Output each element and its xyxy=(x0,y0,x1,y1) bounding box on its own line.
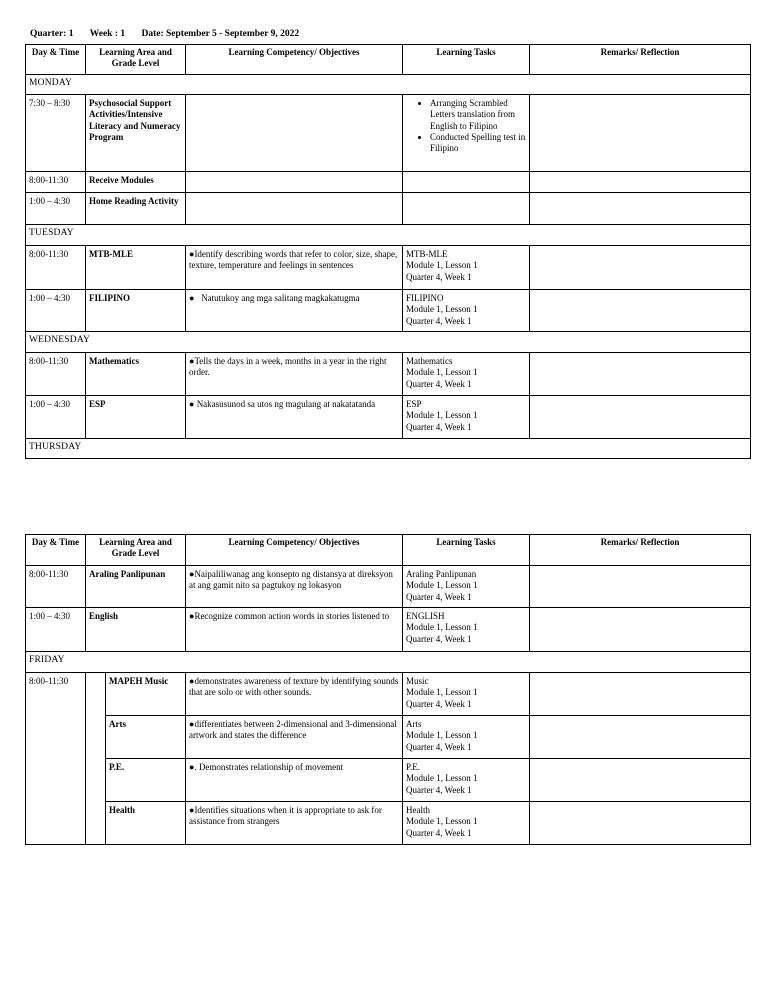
competency-text: . Demonstrates relationship of movement xyxy=(194,762,344,772)
col-header-learning-tasks: Learning Tasks xyxy=(403,45,530,75)
day-row-wednesday xyxy=(26,332,751,353)
day-row-tuesday xyxy=(26,225,751,246)
week-label: Week : 1 xyxy=(89,29,126,39)
spacer-cell xyxy=(86,673,106,845)
remarks-cell xyxy=(530,802,751,845)
tasks-cell xyxy=(403,566,530,608)
table-row xyxy=(26,193,751,225)
task-line: Module 1, Lesson 1 xyxy=(406,622,478,633)
tasks-cell xyxy=(403,716,530,759)
bullet-glyph: ● xyxy=(189,293,195,303)
quarter-label: Quarter: 1 xyxy=(30,29,74,39)
time-cell: 1:00 – 4:30 xyxy=(26,396,86,439)
area-cell: FILIPINO xyxy=(86,290,186,332)
remarks-cell xyxy=(530,246,751,290)
tasks-cell xyxy=(403,172,530,193)
competency-text: differentiates between 2-dimensional and 3-dimensional artwork and states the difference xyxy=(189,719,397,741)
remarks-cell xyxy=(530,95,751,172)
tasks-cell xyxy=(403,95,530,172)
col-header-day-time: Day & Time xyxy=(26,45,86,75)
area-cell: Home Reading Activity xyxy=(86,193,186,225)
competency-text: Nakasusunod sa utos ng magulang at nakatatanda xyxy=(196,399,376,409)
area-cell: Receive Modules xyxy=(86,172,186,193)
competency-cell xyxy=(186,566,403,608)
task-line: Quarter 4, Week 1 xyxy=(406,315,472,326)
col-header-learning-area: Learning Area and Grade Level xyxy=(86,535,186,566)
col-header-learning-tasks: Learning Tasks xyxy=(403,535,530,566)
day-row-friday xyxy=(26,652,751,673)
area-cell: English xyxy=(86,608,186,652)
area-cell: Psychosocial Support Activities/Intensive Literacy and Numeracy Program xyxy=(86,95,186,172)
table-row xyxy=(26,802,751,845)
table-header-row xyxy=(26,45,751,75)
lesson-plan-table-2 xyxy=(25,534,751,845)
table-row xyxy=(26,716,751,759)
remarks-cell xyxy=(530,290,751,332)
day-label: WEDNESDAY xyxy=(26,332,751,353)
task-line: Module 1, Lesson 1 xyxy=(406,260,478,271)
task-line: Module 1, Lesson 1 xyxy=(406,304,478,315)
table-row xyxy=(26,290,751,332)
time-cell: 8:00-11:30 xyxy=(26,246,86,290)
bullet-glyph: ● xyxy=(189,719,195,729)
table-row xyxy=(26,759,751,802)
competency-text: Tells the days in a week, months in a year in the right order. xyxy=(189,356,387,378)
day-label: FRIDAY xyxy=(26,652,751,673)
task-line: ESP xyxy=(406,399,422,409)
competency-cell xyxy=(186,673,403,716)
task-line: Arts xyxy=(406,719,422,729)
tasks-cell xyxy=(403,396,530,439)
task-line: Quarter 4, Week 1 xyxy=(406,698,472,709)
plan-header xyxy=(30,29,313,39)
bullet-glyph: ● xyxy=(189,676,195,686)
day-row-thursday xyxy=(26,439,751,459)
table-row xyxy=(26,566,751,608)
competency-cell xyxy=(186,396,403,439)
task-line: Module 1, Lesson 1 xyxy=(406,367,478,378)
time-cell: 8:00-11:30 xyxy=(26,353,86,396)
remarks-cell xyxy=(530,673,751,716)
remarks-cell xyxy=(530,193,751,225)
task-line: Module 1, Lesson 1 xyxy=(406,773,478,784)
area-cell: P.E. xyxy=(106,759,186,802)
competency-cell xyxy=(186,172,403,193)
task-line: Quarter 4, Week 1 xyxy=(406,784,472,795)
col-header-competency: Learning Competency/ Objectives xyxy=(186,45,403,75)
bullet-glyph: ● xyxy=(189,399,195,409)
task-line: Health xyxy=(406,805,430,815)
bullet-glyph: ● xyxy=(189,762,195,772)
area-cell: ESP xyxy=(86,396,186,439)
task-line: Quarter 4, Week 1 xyxy=(406,741,472,752)
tasks-cell xyxy=(403,353,530,396)
day-label: MONDAY xyxy=(26,75,751,95)
competency-cell xyxy=(186,246,403,290)
competency-text: demonstrates awareness of texture by identifying sounds that are solo or with other sounds. xyxy=(189,676,399,698)
area-cell: MTB-MLE xyxy=(86,246,186,290)
remarks-cell xyxy=(530,716,751,759)
competency-cell xyxy=(186,759,403,802)
table-row xyxy=(26,353,751,396)
col-header-remarks: Remarks/ Reflection xyxy=(530,535,751,566)
task-line: Quarter 4, Week 1 xyxy=(406,421,472,432)
task-line: Module 1, Lesson 1 xyxy=(406,410,478,421)
tasks-cell xyxy=(403,802,530,845)
competency-text: Naipaliliwanag ang konsepto ng distansya at direksyon at ang gamit nito sa pagtukoy ng lokasyon xyxy=(189,569,393,591)
task-line: Module 1, Lesson 1 xyxy=(406,730,478,741)
table-row xyxy=(26,246,751,290)
col-header-remarks: Remarks/ Reflection xyxy=(530,45,751,75)
bullet-glyph: ● xyxy=(189,805,195,815)
time-cell: 8:00-11:30 xyxy=(26,673,86,845)
task-line: Quarter 4, Week 1 xyxy=(406,591,472,602)
task-line: Quarter 4, Week 1 xyxy=(406,633,472,644)
task-line: Module 1, Lesson 1 xyxy=(406,580,478,591)
list-item: • Conducted Spelling test in Filipino xyxy=(430,132,526,155)
remarks-cell xyxy=(530,396,751,439)
competency-cell xyxy=(186,802,403,845)
tasks-cell xyxy=(403,193,530,225)
table-row xyxy=(26,396,751,439)
competency-cell xyxy=(186,193,403,225)
tasks-cell xyxy=(403,246,530,290)
remarks-cell xyxy=(530,353,751,396)
table-row xyxy=(26,608,751,652)
competency-cell xyxy=(186,290,403,332)
tasks-list xyxy=(406,98,526,154)
date-label: Date: September 5 - September 9, 2022 xyxy=(141,29,300,39)
task-line: Music xyxy=(406,676,429,686)
time-cell: 8:00-11:30 xyxy=(26,566,86,608)
area-cell: Arts xyxy=(106,716,186,759)
col-header-day-time: Day & Time xyxy=(26,535,86,566)
tasks-cell xyxy=(403,759,530,802)
bullet-glyph: ● xyxy=(189,356,195,366)
area-cell: Health xyxy=(106,802,186,845)
competency-text: Natutukoy ang mga salitang magkakatugma xyxy=(201,293,360,303)
time-cell: 7:30 – 8:30 xyxy=(26,95,86,172)
remarks-cell xyxy=(530,172,751,193)
list-item: • Arranging Scrambled Letters translation from English to Filipino xyxy=(430,98,526,132)
task-line: MTB-MLE xyxy=(406,249,448,259)
bullet-glyph: ● xyxy=(189,249,195,259)
col-header-competency: Learning Competency/ Objectives xyxy=(186,535,403,566)
task-line: ENGLISH xyxy=(406,611,445,621)
area-cell: Araling Panlipunan xyxy=(86,566,186,608)
remarks-cell xyxy=(530,566,751,608)
time-cell: 1:00 – 4:30 xyxy=(26,290,86,332)
table-header-row xyxy=(26,535,751,566)
task-line: Module 1, Lesson 1 xyxy=(406,816,478,827)
lesson-plan-table-1 xyxy=(25,44,751,459)
competency-text: Identify describing words that refer to color, size, shape, texture, temperature and feelings in sentences xyxy=(189,249,398,271)
tasks-cell xyxy=(403,673,530,716)
task-line: FILIPINO xyxy=(406,293,444,303)
competency-cell xyxy=(186,716,403,759)
task-line: Module 1, Lesson 1 xyxy=(406,687,478,698)
time-cell: 8:00-11:30 xyxy=(26,172,86,193)
bullet-glyph: ● xyxy=(189,569,195,579)
remarks-cell xyxy=(530,608,751,652)
day-row-monday xyxy=(26,75,751,95)
competency-text: Identifies situations when it is appropriate to ask for assistance from strangers xyxy=(189,805,382,827)
competency-text: Recognize common action words in stories listened to xyxy=(194,611,390,621)
table-row xyxy=(26,673,751,716)
remarks-cell xyxy=(530,759,751,802)
col-header-learning-area: Learning Area and Grade Level xyxy=(86,45,186,75)
task-line: Quarter 4, Week 1 xyxy=(406,378,472,389)
day-label: THURSDAY xyxy=(26,439,751,459)
task-line: Quarter 4, Week 1 xyxy=(406,271,472,282)
time-cell: 1:00 – 4:30 xyxy=(26,193,86,225)
competency-cell xyxy=(186,95,403,172)
task-line: Mathematics xyxy=(406,356,453,366)
task-line: Araling Panlipunan xyxy=(406,569,477,579)
task-line: P.E. xyxy=(406,762,421,772)
tasks-cell xyxy=(403,290,530,332)
table-row xyxy=(26,172,751,193)
task-line: Quarter 4, Week 1 xyxy=(406,827,472,838)
bullet-glyph: ● xyxy=(189,611,195,621)
table-row xyxy=(26,95,751,172)
tasks-cell xyxy=(403,608,530,652)
area-cell: Mathematics xyxy=(86,353,186,396)
time-cell: 1:00 – 4:30 xyxy=(26,608,86,652)
competency-cell xyxy=(186,353,403,396)
area-cell: MAPEH Music xyxy=(106,673,186,716)
day-label: TUESDAY xyxy=(26,225,751,246)
competency-cell xyxy=(186,608,403,652)
